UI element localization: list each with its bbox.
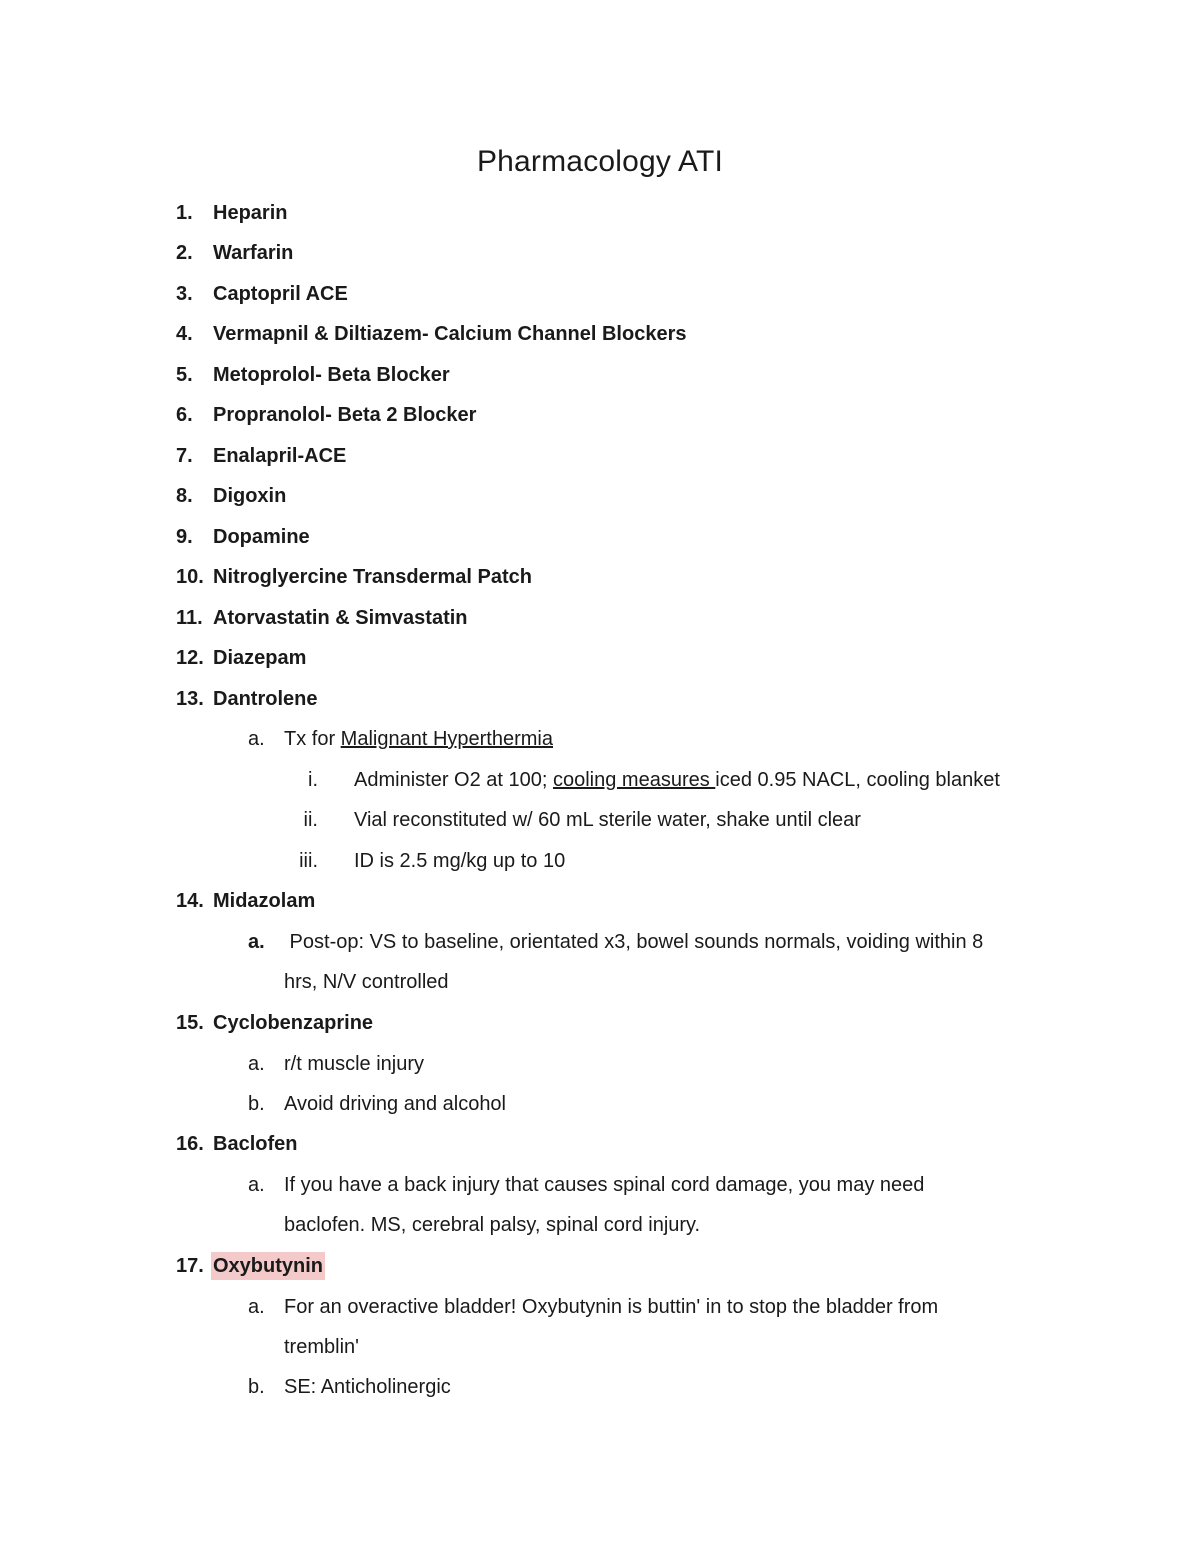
sub-sub-item-text: ID is 2.5 mg/kg up to 10 (354, 850, 566, 872)
sub-item-text: SE: Anticholinergic (284, 1376, 451, 1398)
sub-item-text: baclofen. MS, cerebral palsy, spinal cord injury. (284, 1214, 701, 1236)
item-number: 13. (176, 688, 204, 710)
sub-item-text: Avoid driving and alcohol (284, 1093, 507, 1115)
item-number: 14. (176, 890, 204, 912)
drug-name: Warfarin (213, 242, 294, 264)
sub-item-text (284, 726, 553, 752)
drug-name: Atorvastatin & Simvastatin (213, 607, 468, 629)
sub-item-text: If you have a back injury that causes spinal cord damage, you may need (284, 1174, 925, 1196)
roman-marker: i. (308, 769, 318, 791)
sub-item-marker: a. (248, 1053, 265, 1075)
drug-name: Captopril ACE (213, 283, 348, 305)
item-number: 10. (176, 566, 204, 588)
item-number: 17. (176, 1255, 204, 1277)
underlined-term: Malignant Hyperthermia (340, 728, 553, 750)
item-number: 5. (176, 364, 193, 386)
page-title: Pharmacology ATI (476, 145, 724, 178)
item-number: 16. (176, 1133, 204, 1155)
sub-sub-item-text: Vial reconstituted w/ 60 mL sterile water, shake until clear (354, 809, 861, 831)
sub-item-marker: b. (248, 1376, 265, 1398)
sub-item-marker: a. (248, 1174, 265, 1196)
item-number: 1. (176, 202, 193, 224)
item-number: 3. (176, 283, 193, 305)
drug-name: Heparin (213, 202, 288, 224)
roman-marker: ii. (303, 809, 318, 831)
item-number: 12. (176, 647, 204, 669)
sub-item-text: hrs, N/V controlled (284, 971, 449, 993)
item-number: 6. (176, 404, 193, 426)
drug-name: Vermapnil & Diltiazem- Calcium Channel Blockers (213, 323, 687, 345)
item-number: 15. (176, 1012, 204, 1034)
drug-name: Propranolol- Beta 2 Blocker (213, 404, 477, 426)
drug-name: Metoprolol- Beta Blocker (213, 364, 450, 386)
sub-item-text: Post-op: VS to baseline, orientated x3, bowel sounds normals, voiding within 8 (284, 931, 984, 953)
sub-item-marker: a. (248, 728, 265, 750)
sub-sub-item-text (354, 767, 1000, 793)
drug-name-highlighted (213, 1253, 325, 1279)
sub-item-text: For an overactive bladder! Oxybutynin is buttin' in to stop the bladder from (284, 1296, 939, 1318)
item-number: 2. (176, 242, 193, 264)
text-prefix: Administer O2 at 100; (354, 769, 553, 791)
sub-item-marker: a. (248, 1296, 265, 1318)
drug-name: Dopamine (213, 526, 310, 548)
underlined-term: cooling measures (552, 769, 716, 791)
sub-item-text: tremblin' (284, 1336, 359, 1358)
drug-name: Digoxin (213, 485, 287, 507)
drug-name: Diazepam (213, 647, 307, 669)
drug-name: Cyclobenzaprine (213, 1012, 374, 1034)
highlighted-text: Oxybutynin (211, 1252, 325, 1280)
sub-item-marker: b. (248, 1093, 265, 1115)
drug-name: Baclofen (213, 1133, 298, 1155)
drug-name: Enalapril-ACE (213, 445, 347, 467)
item-number: 8. (176, 485, 193, 507)
item-number: 7. (176, 445, 193, 467)
drug-name: Dantrolene (213, 688, 318, 710)
drug-name: Midazolam (213, 890, 316, 912)
sub-item-prefix: Tx for (284, 728, 341, 750)
item-number: 9. (176, 526, 193, 548)
roman-marker: iii. (299, 850, 318, 872)
sub-item-marker: a. (248, 931, 265, 953)
item-number: 11. (176, 607, 203, 629)
sub-item-text: r/t muscle injury (284, 1053, 425, 1075)
drug-name: Nitroglyercine Transdermal Patch (213, 566, 533, 588)
item-number: 4. (176, 323, 193, 345)
text-suffix: iced 0.95 NACL, cooling blanket (715, 769, 1000, 791)
